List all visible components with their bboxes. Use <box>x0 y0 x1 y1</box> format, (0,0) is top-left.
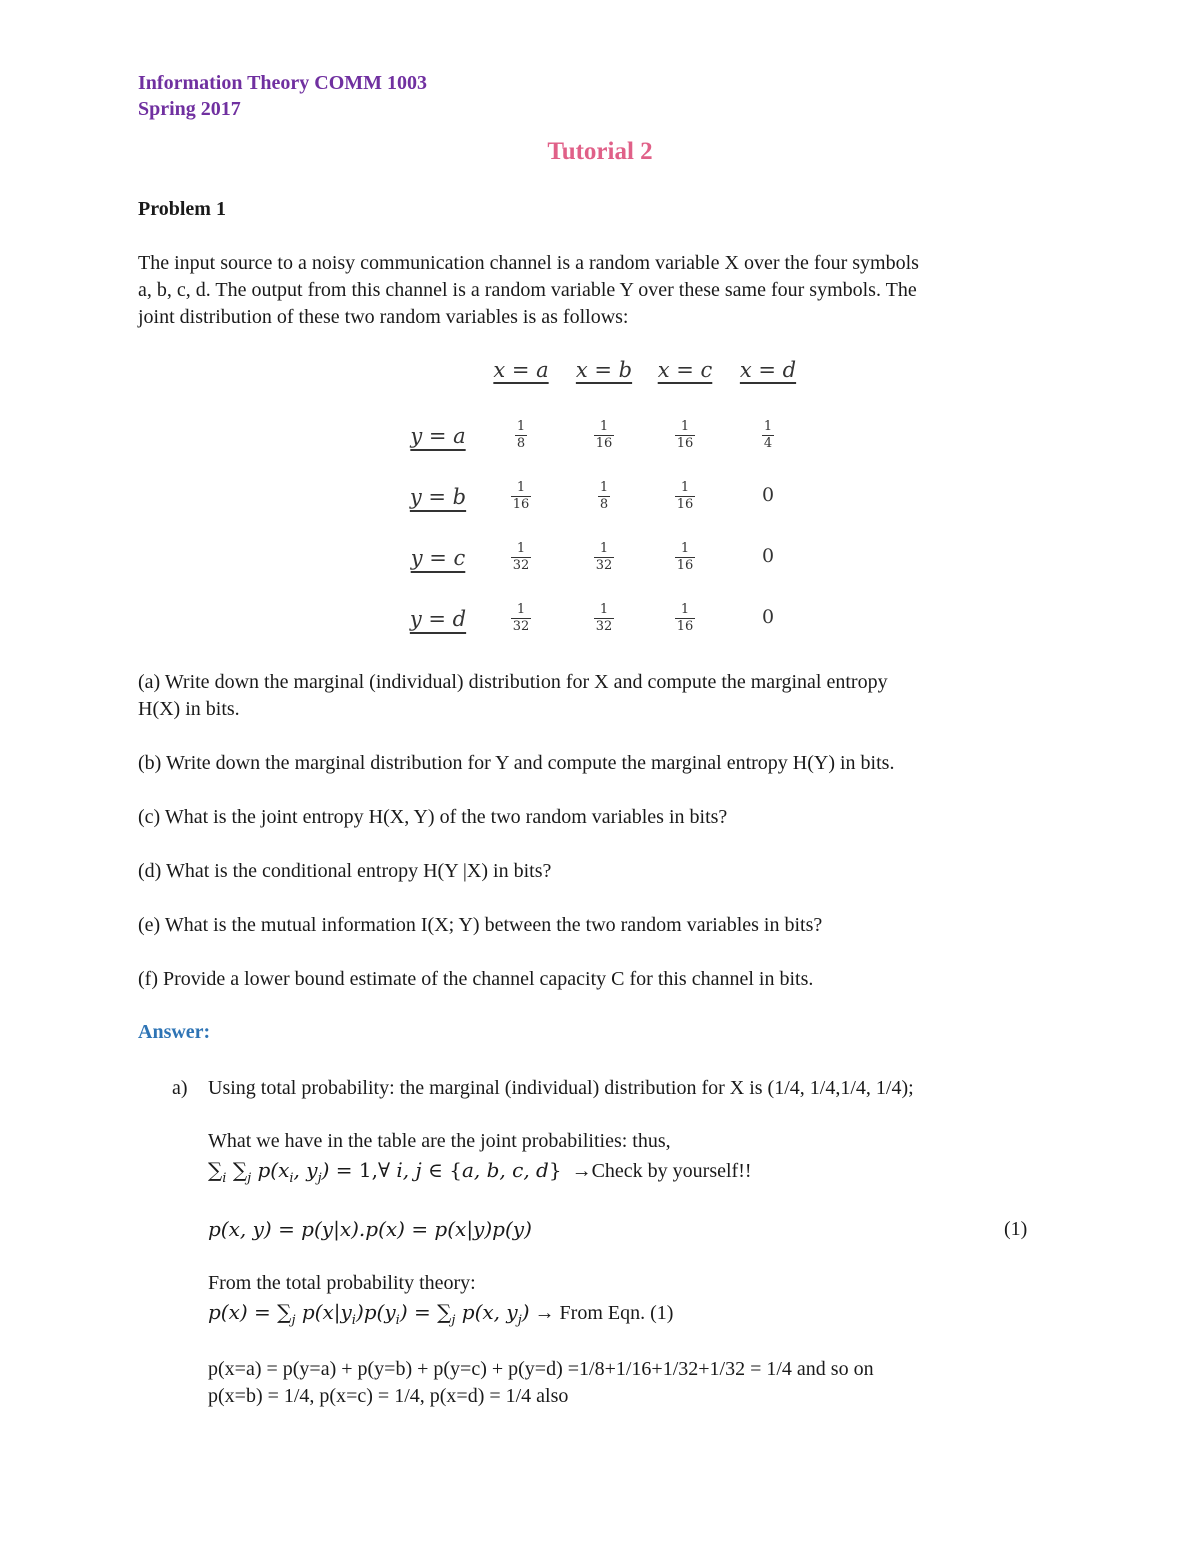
question-a-line: H(X) in bits. <box>138 698 240 720</box>
course-term: Spring 2017 <box>138 98 241 120</box>
column-header: x = c <box>657 358 713 382</box>
fraction: $\frac{1}{32}$ <box>595 541 613 573</box>
table-cell: 0 <box>761 545 775 567</box>
table-cell <box>665 542 705 573</box>
table-cell <box>665 420 705 451</box>
fraction: $\frac{1}{16}$ <box>512 480 530 512</box>
sum-equation: $\sum_i$ $\sum_j$ $p(x_i$, $y_j$) = 1,∀ i, j ∈ {a, b, c, d} <box>208 1158 562 1186</box>
total-prob-equation: $p(x) = \sum_j$ $p(x|y_i)p(y_i) = \sum_j$ p(x, $y_j$) <box>208 1300 530 1328</box>
problem-intro-line: a, b, c, d. The output from this channel is a random variable Y over these same four symbols. The <box>138 279 917 301</box>
problem-intro-line: The input source to a noisy communication channel is a random variable X over the four symbols <box>138 252 919 274</box>
total-prob-note: From the total probability theory: <box>208 1272 476 1294</box>
table-cell <box>501 420 541 451</box>
table-cell <box>665 603 705 634</box>
row-header: y = b <box>409 485 467 509</box>
total-prob-equation-line <box>208 1299 673 1334</box>
question-b: (b) Write down the marginal distribution for Y and compute the marginal entropy H(Y) in bits. <box>138 752 895 774</box>
row-header: y = a <box>410 424 466 448</box>
calc-line: p(x=b) = 1/4, p(x=c) = 1/4, p(x=d) = 1/4 also <box>208 1385 569 1407</box>
equation-number: (1) <box>1004 1218 1028 1240</box>
table-cell <box>584 420 624 451</box>
table-cell <box>748 420 788 451</box>
question-a <box>138 669 1068 723</box>
fraction: $\frac{1}{16}$ <box>676 419 694 451</box>
problem-intro-line: joint distribution of these two random variables is as follows: <box>138 306 629 328</box>
answer-a-text: Using total probability: the marginal (individual) distribution for X is (1/4, 1/4,1/4, 1/4); <box>208 1077 914 1099</box>
fraction: $\frac{1}{16}$ <box>676 602 694 634</box>
answer-a-marker: a) <box>172 1077 188 1099</box>
table-cell <box>584 542 624 573</box>
table-cell: 0 <box>761 606 775 628</box>
fraction: $\frac{1}{32}$ <box>512 541 530 573</box>
joint-distribution-table <box>0 0 1200 660</box>
joint-note: What we have in the table are the joint probabilities: thus, <box>208 1130 671 1152</box>
fraction: $\frac{1}{32}$ <box>512 602 530 634</box>
table-cell <box>665 481 705 512</box>
table-cell <box>584 481 624 512</box>
row-header: y = d <box>409 607 467 631</box>
check-text: →Check by yourself!! <box>571 1160 752 1182</box>
column-header: x = d <box>739 358 797 382</box>
question-f: (f) Provide a lower bound estimate of the channel capacity C for this channel in bits. <box>138 968 814 990</box>
table-cell <box>584 603 624 634</box>
fraction: $\frac{1}{8}$ <box>599 480 609 512</box>
answer-label: Answer: <box>138 1021 211 1043</box>
problem-label: Problem 1 <box>138 198 226 220</box>
sum-check-line <box>208 1157 752 1192</box>
question-d: (d) What is the conditional entropy H(Y |X) in bits? <box>138 860 552 882</box>
fraction: $\frac{1}{4}$ <box>763 419 773 451</box>
table-cell <box>501 542 541 573</box>
equation-1: p(x, y) = p(y|x).p(x) = p(x|y)p(y) <box>208 1217 532 1241</box>
fraction: $\frac{1}{16}$ <box>676 480 694 512</box>
table-cell <box>501 481 541 512</box>
from-eqn-text: → From Eqn. (1) <box>534 1302 674 1324</box>
question-c: (c) What is the joint entropy H(X, Y) of the two random variables in bits? <box>138 806 728 828</box>
fraction: $\frac{1}{32}$ <box>595 602 613 634</box>
question-e: (e) What is the mutual information I(X; Y) between the two random variables in bits? <box>138 914 823 936</box>
course-title: Information Theory COMM 1003 <box>138 72 428 94</box>
fraction: $\frac{1}{16}$ <box>595 419 613 451</box>
fraction: $\frac{1}{8}$ <box>516 419 526 451</box>
table-cell <box>501 603 541 634</box>
column-header: x = b <box>575 358 633 382</box>
table-cell: 0 <box>761 484 775 506</box>
calc-line: p(x=a) = p(y=a) + p(y=b) + p(y=c) + p(y=d) =1/8+1/16+1/32+1/32 = 1/4 and so on <box>208 1358 874 1380</box>
row-header: y = c <box>410 546 466 570</box>
tutorial-title: Tutorial 2 <box>547 138 653 165</box>
column-header: x = a <box>493 358 549 382</box>
question-a-line: (a) Write down the marginal (individual) distribution for X and compute the marginal entropy <box>138 671 888 693</box>
fraction: $\frac{1}{16}$ <box>676 541 694 573</box>
